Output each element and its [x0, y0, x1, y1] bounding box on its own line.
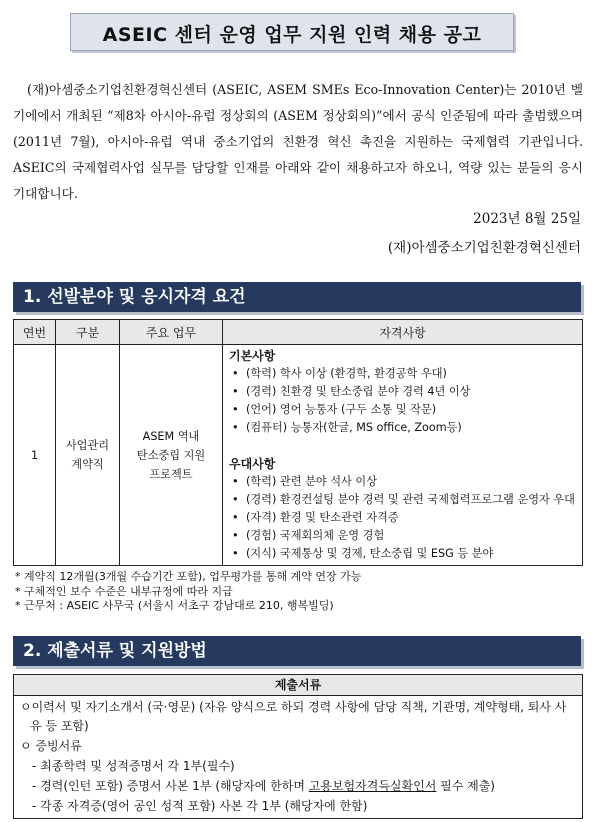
documents-box	[13, 674, 583, 819]
section1-heading: 1. 선발분야 및 응시자격 요건	[13, 282, 581, 312]
row-no: 1	[14, 345, 56, 566]
basic-list	[229, 365, 576, 437]
list-item: • (학력) 학사 이상 (환경학, 환경공학 우대)	[229, 365, 576, 383]
table-header-row	[14, 320, 583, 345]
sub-item-transcript: - 최종학력 및 성적증명서 각 1부(필수)	[32, 759, 235, 773]
sub-item-career	[20, 776, 576, 796]
row-qualifications	[223, 345, 583, 566]
announcement-date: 2023년 8월 25일	[473, 211, 581, 227]
intro-paragraph	[13, 77, 583, 207]
documents-title: 제출서류	[14, 675, 582, 696]
insurance-certificate-text: 고용보험자격득실확인서	[308, 779, 437, 793]
item-proof: ㅇ 증빙서류	[20, 739, 82, 753]
list-item: • (컴퓨터) 능통자(한글, MS office, Zoom등)	[229, 419, 576, 437]
documents-body	[14, 696, 582, 818]
title-box	[70, 13, 514, 51]
table-row	[14, 345, 583, 566]
page-title: ASEIC 센터 운영 업무 지원 인력 채용 공고	[102, 24, 482, 46]
preferred-list	[229, 473, 576, 563]
header-duty: 주요 업무	[120, 320, 223, 345]
list-item: • (학력) 관련 분야 석사 이상	[229, 473, 576, 491]
footnote: * 계약직 12개월(3개월 수습기간 포함), 업무평가를 통해 계약 연장 가능	[15, 570, 362, 583]
career-text-end: 필수 제출)	[436, 779, 495, 793]
basic-title: 기본사항	[229, 349, 276, 363]
row-duty: ASEM 역내 탄소중립 지원 프로젝트	[120, 345, 223, 566]
header-category: 구분	[56, 320, 120, 345]
preferred-title: 우대사항	[229, 457, 276, 471]
organization-name: (재)아셈중소기업친환경혁신센터	[387, 240, 581, 256]
list-item: • (경력) 환경컨설팅 분야 경력 및 관련 국제협력프로그램 운영자 우대	[229, 491, 576, 509]
item-resume: ㅇ이력서 및 자기소개서 (국·영문) (자유 양식으로 하되 경력 사항에 담당 직책, 기관명, 계약형태, 퇴사 사유 등 포함)	[20, 700, 567, 733]
sub-item-certificates: - 각종 자격증(영어 공인 성적 포함) 사본 각 1부 (해당자에 한함)	[32, 799, 368, 813]
header-no: 연번	[14, 320, 56, 345]
list-item: • (언어) 영어 능통자 (구두 소통 및 작문)	[229, 401, 576, 419]
list-item: • (경력) 친환경 및 탄소중립 분야 경력 4년 이상	[229, 383, 576, 401]
section2-heading: 2. 제출서류 및 지원방법	[13, 636, 581, 666]
footnote: * 근무처 : ASEIC 사무국 (서울시 서초구 강남대로 210, 행복빌딩)	[15, 599, 334, 612]
row-category: 사업관리 계약직	[56, 345, 120, 566]
list-item: • (지식) 국제통상 및 경제, 탄소중립 및 ESG 등 분야	[229, 545, 576, 563]
list-item: • (경험) 국제회의체 운영 경험	[229, 527, 576, 545]
career-text: - 경력(인턴 포함) 증명서 사본 1부 (해당자에 한하며	[32, 779, 309, 793]
header-qualifications: 자격사항	[223, 320, 583, 345]
intro-text: (재)아셈중소기업친환경혁신센터 (ASEIC, ASEM SMEs Eco-Innovation Center)는 2010년 벨기에에서 개최된 “제8차 아시아-유럽 정상회의 (ASEM 정상회의)”에서 공식 인준됨에 따라 출범했으며(2011년 7월), 아시아-유럽 역내 중소기업의 친환경 혁신 촉진을 지원하는 국제협력 기관입니다. ASEIC의 국제협력사업 실무를 담당할 인재를 아래와 같이 채용하고자 하오니, 역량 있는 분들의 응시 기대합니다.	[13, 82, 583, 201]
footnote: * 구체적인 보수 수준은 내부규정에 따라 지급	[15, 584, 233, 598]
list-item: • (자격) 환경 및 탄소관련 자격증	[229, 509, 576, 527]
footnotes	[15, 570, 361, 614]
recruitment-table	[13, 319, 583, 566]
